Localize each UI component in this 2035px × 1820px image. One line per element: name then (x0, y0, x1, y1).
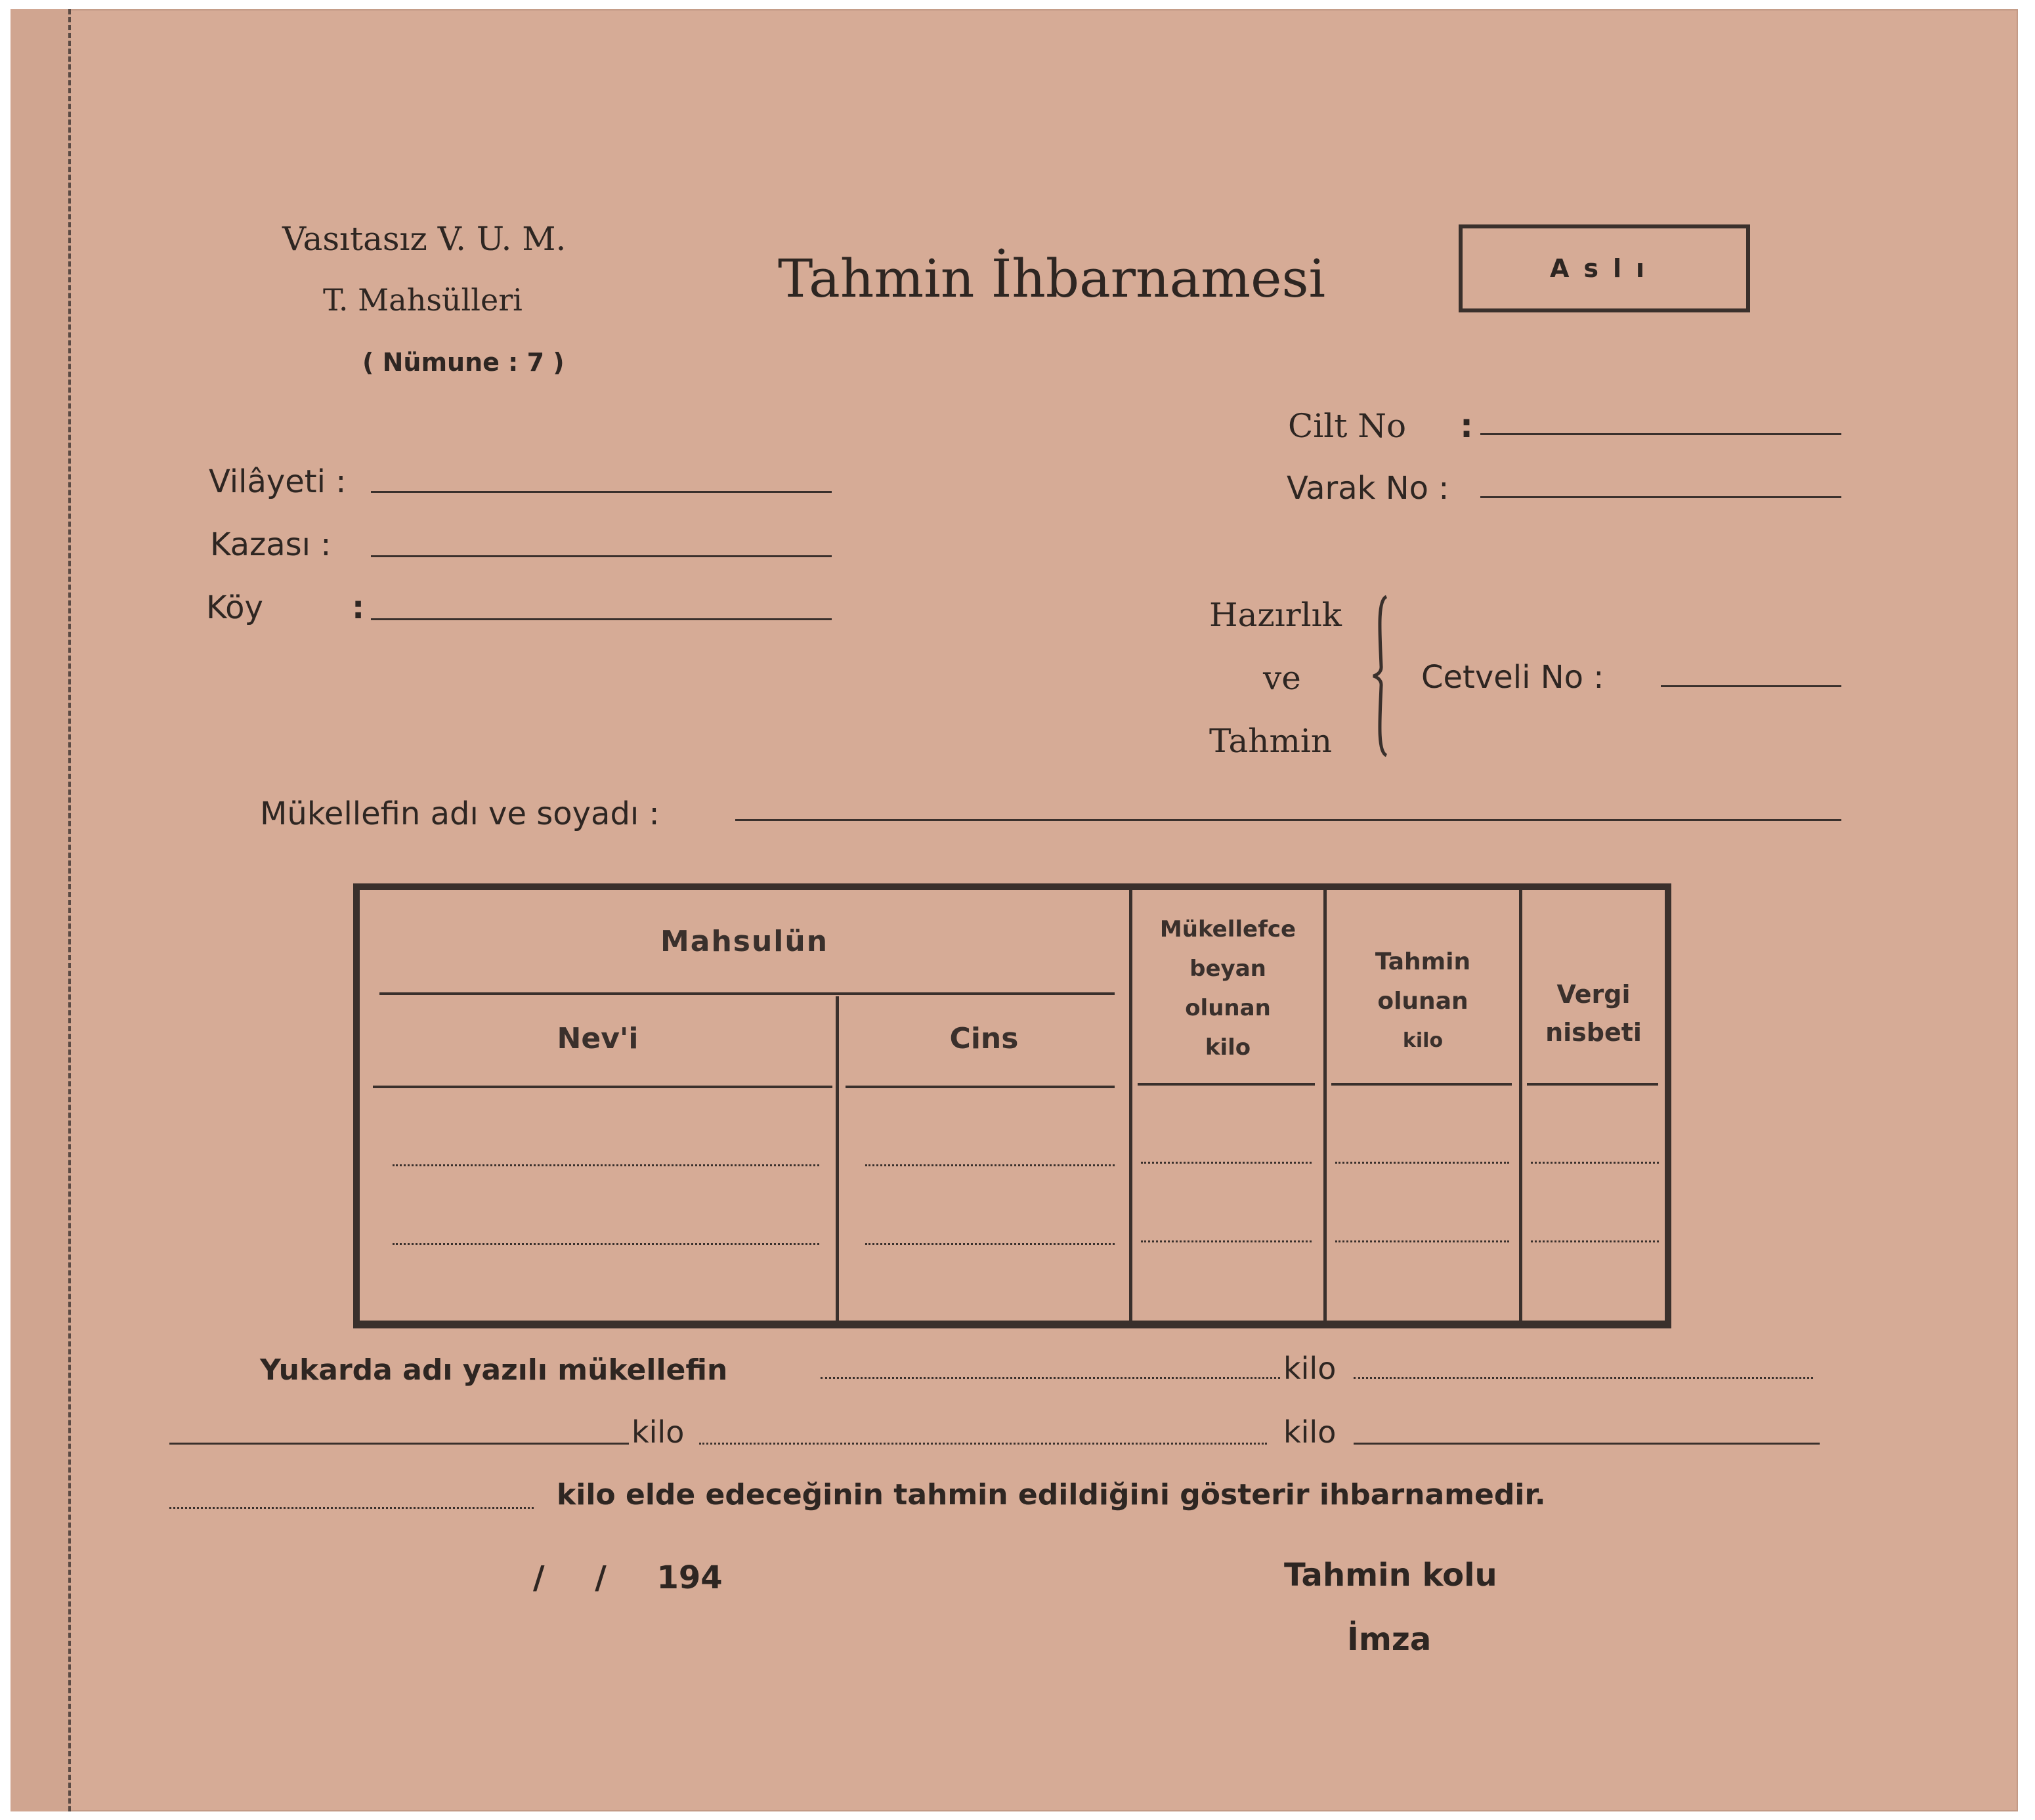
body-line3-text: kilo elde edeceğinin tahmin edildiğini gösterir ihbarnamedir. (557, 1478, 1546, 1512)
perforated-stub (11, 9, 71, 1811)
header-rule (1331, 1083, 1512, 1086)
col-beyan-line: Mükellefce (1159, 916, 1296, 942)
copy-box (1459, 224, 1750, 312)
brace-icon (1371, 594, 1397, 758)
cetveli-label: Cetveli No : (1421, 659, 1604, 696)
hazirlik-label: Hazırlık (1209, 596, 1342, 634)
header-line-2: T. Mahsülleri (323, 282, 523, 318)
kilo-blank-6[interactable] (169, 1507, 534, 1509)
col-vergi-line: Vergi (1556, 980, 1631, 1009)
col-nev-header: Nev'i (557, 1022, 639, 1055)
group-header: Mahsulün (660, 925, 829, 958)
col-divider (1519, 890, 1522, 1323)
col-beyan-line: beyan (1189, 956, 1266, 982)
kaza-label: Kazası : (210, 526, 332, 563)
col-tahmin-line: kilo (1402, 1029, 1444, 1052)
imza-label: İmza (1347, 1621, 1432, 1658)
header-rule (373, 1086, 832, 1088)
product-table (353, 883, 1671, 1328)
col-tahmin-header (1327, 942, 1519, 1061)
row-line (1335, 1162, 1509, 1164)
row-line (865, 1243, 1115, 1245)
row-line (1141, 1162, 1312, 1164)
mukellef-line[interactable] (735, 819, 1841, 821)
col-vergi-header (1522, 975, 1665, 1051)
tahmin-label: Tahmin (1209, 722, 1333, 760)
row-line (1531, 1240, 1659, 1242)
ve-label: ve (1263, 659, 1301, 697)
copy-box-label: Aslı (1549, 254, 1660, 283)
vilayet-line[interactable] (371, 491, 832, 493)
header-line-3: ( Nümune : 7 ) (362, 348, 565, 377)
kilo-label-2: kilo (632, 1414, 685, 1450)
cetveli-line[interactable] (1661, 685, 1841, 687)
row-line (1335, 1240, 1509, 1242)
group-header-rule (379, 992, 1115, 995)
kilo-blank-2[interactable] (1354, 1377, 1813, 1379)
kaza-line[interactable] (371, 555, 832, 557)
col-cins-header: Cins (949, 1022, 1019, 1055)
header-rule (1527, 1083, 1658, 1086)
vilayet-label: Vilâyeti : (209, 463, 347, 500)
kilo-blank-4[interactable] (699, 1443, 1267, 1445)
row-line (1141, 1240, 1312, 1242)
cilt-line[interactable] (1480, 433, 1841, 435)
cilt-colon: : (1460, 407, 1473, 445)
koy-line[interactable] (371, 618, 832, 620)
tahmin-kolu-label: Tahmin kolu (1284, 1557, 1497, 1594)
varak-line[interactable] (1480, 496, 1841, 498)
kilo-label-1: kilo (1283, 1351, 1337, 1386)
koy-label: Köy (206, 589, 263, 626)
kilo-label-3: kilo (1283, 1414, 1337, 1450)
kilo-blank-1[interactable] (821, 1377, 1280, 1379)
kilo-blank-5[interactable] (1354, 1443, 1820, 1445)
col-beyan-header (1132, 910, 1323, 1067)
header-line-1: Vasıtasız V. U. M. (282, 220, 567, 258)
form-title: Tahmin İhbarnamesi (778, 248, 1326, 309)
col-beyan-line: kilo (1205, 1034, 1251, 1061)
kilo-blank-3[interactable] (169, 1443, 629, 1445)
col-vergi-line: nisbeti (1545, 1018, 1642, 1047)
row-line (865, 1164, 1115, 1166)
varak-label: Varak No : (1287, 470, 1449, 507)
header-rule (1138, 1083, 1315, 1086)
mukellef-label: Mükellefin adı ve soyadı : (260, 795, 660, 832)
row-line (1531, 1162, 1659, 1164)
date-field: / / 194 (533, 1559, 723, 1596)
row-line (393, 1243, 819, 1245)
cilt-label: Cilt No (1288, 407, 1407, 445)
row-line (393, 1164, 819, 1166)
col-tahmin-line: Tahmin (1375, 948, 1471, 975)
koy-colon: : (352, 589, 365, 626)
col-beyan-line: olunan (1185, 995, 1271, 1021)
body-line1-text: Yukarda adı yazılı mükellefin (260, 1353, 728, 1387)
header-rule (846, 1086, 1115, 1088)
col-tahmin-line: olunan (1377, 988, 1468, 1015)
